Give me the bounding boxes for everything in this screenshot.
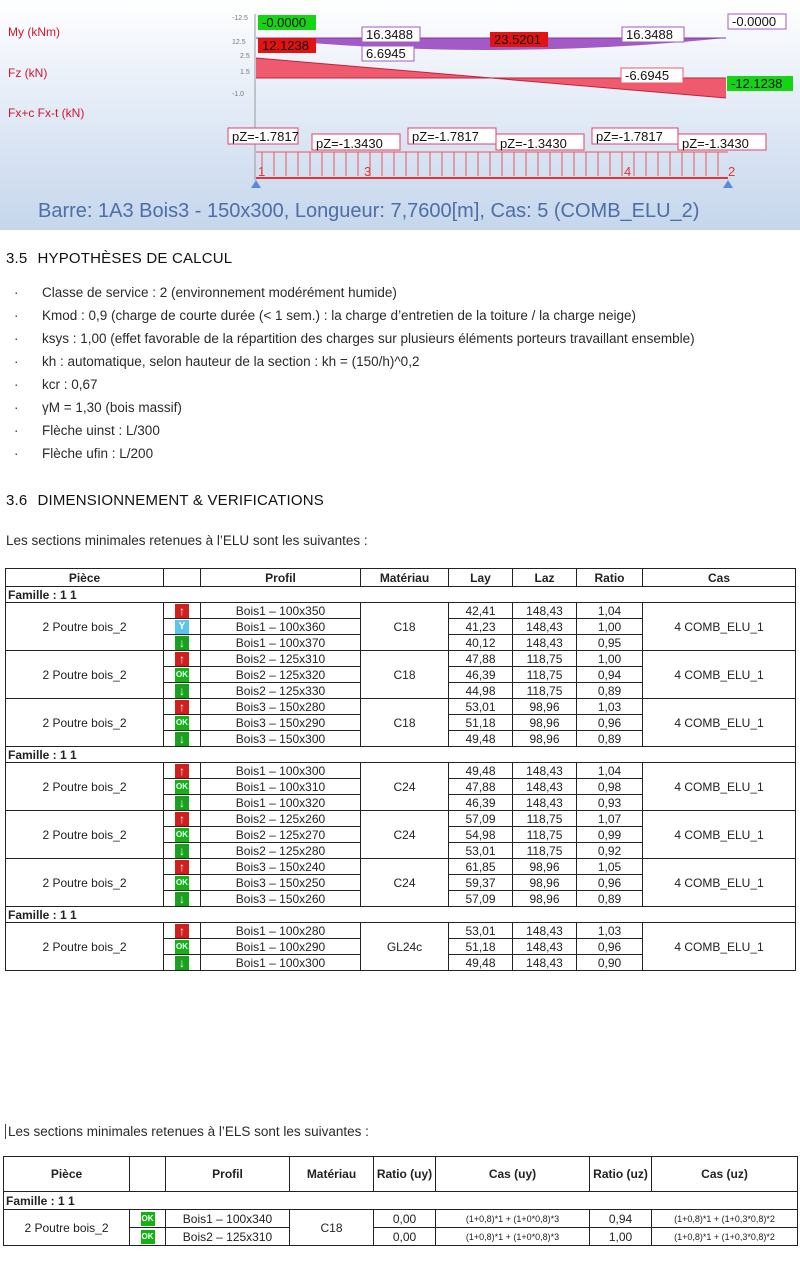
laz-cell: 118,75 [513, 683, 577, 699]
laz-cell: 148,43 [513, 923, 577, 939]
ratio-cell: 0,89 [577, 891, 643, 907]
hypotheses-list [6, 281, 800, 465]
lay-cell: 40,12 [449, 635, 513, 651]
laz-cell: 98,96 [513, 731, 577, 747]
family-label: Famille : 1 1 [6, 747, 796, 763]
table-row [4, 1210, 798, 1228]
family-row [6, 907, 796, 923]
my-value: -0.0000 [262, 15, 307, 30]
arrow-down-icon: ↓ [175, 732, 189, 746]
piece-cell: 2 Poutre bois_2 [6, 603, 164, 651]
arrow-up-icon: ↑ [175, 812, 189, 826]
status-cell [164, 875, 201, 891]
ratio-uy-cell: 0,00 [374, 1210, 436, 1228]
material-cell: GL24c [361, 923, 449, 971]
material-cell: C18 [361, 651, 449, 699]
lay-cell: 53,01 [449, 699, 513, 715]
profil-cell: Bois1 – 100x310 [201, 779, 361, 795]
moment-label: My (kNm) [8, 25, 60, 39]
ok-icon: OK [175, 828, 189, 842]
ratio-cell: 0,96 [577, 715, 643, 731]
piece-cell: 2 Poutre bois_2 [4, 1210, 130, 1246]
hypothesis-item: · kcr : 0,67 [6, 373, 800, 396]
ok-icon: OK [141, 1230, 155, 1244]
node-number: 2 [728, 164, 736, 179]
ratio-cell: 0,94 [577, 667, 643, 683]
arrow-down-icon: ↓ [175, 844, 189, 858]
fz-value: -6.6945 [625, 68, 670, 83]
arrow-up-icon: ↑ [175, 700, 189, 714]
laz-cell: 118,75 [513, 827, 577, 843]
profil-cell: Bois1 – 100x300 [201, 955, 361, 971]
profil-cell: Bois2 – 125x270 [201, 827, 361, 843]
ratio-cell: 1,04 [577, 603, 643, 619]
optimal-icon: Y [175, 620, 189, 634]
piece-cell: 2 Poutre bois_2 [6, 699, 164, 747]
laz-cell: 148,43 [513, 635, 577, 651]
column-header: Cas (uy) [436, 1157, 590, 1192]
ratio-cell: 0,98 [577, 779, 643, 795]
lay-cell: 51,18 [449, 939, 513, 955]
lay-cell: 49,48 [449, 955, 513, 971]
profil-cell: Bois3 – 150x260 [201, 891, 361, 907]
node-number: 4 [624, 164, 632, 179]
material-cell: C24 [361, 811, 449, 859]
lay-cell: 49,48 [449, 731, 513, 747]
els-intro: Les sections minimales retenues à l’ELS sont les suivantes : [5, 1124, 800, 1139]
status-cell [164, 955, 201, 971]
my-value: 16.3488 [366, 27, 413, 42]
table-row [6, 923, 796, 939]
ratio-cell: 1,03 [577, 699, 643, 715]
laz-cell: 148,43 [513, 939, 577, 955]
status-cell [164, 763, 201, 779]
family-row [6, 747, 796, 763]
status-cell [164, 603, 201, 619]
status-cell [164, 827, 201, 843]
arrow-down-icon: ↓ [175, 956, 189, 970]
axial-label: Fx+c Fx-t (kN) [8, 106, 85, 120]
beam-diagram-svg [0, 0, 800, 200]
ratio-cell: 0,96 [577, 939, 643, 955]
table-row [6, 811, 796, 827]
arrow-up-icon: ↑ [175, 652, 189, 666]
ratio-uy-cell: 0,00 [374, 1228, 436, 1246]
els-table-wrap [3, 1156, 800, 1246]
ratio-cell: 0,93 [577, 795, 643, 811]
cas-uz-cell: (1+0,8)*1 + (1+0,3*0,8)*2 [652, 1210, 798, 1228]
column-header [130, 1157, 166, 1192]
cas-cell: 4 COMB_ELU_1 [643, 811, 796, 859]
status-cell [164, 811, 201, 827]
load-arrows [256, 152, 728, 176]
ratio-cell: 1,07 [577, 811, 643, 827]
profil-cell: Bois1 – 100x300 [201, 763, 361, 779]
load-value: pZ=-1.3430 [316, 136, 383, 151]
status-cell [164, 635, 201, 651]
material-cell: C24 [361, 763, 449, 811]
cas-cell: 4 COMB_ELU_1 [643, 651, 796, 699]
column-header: Ratio [577, 569, 643, 587]
column-header: Lay [449, 569, 513, 587]
material-cell: C18 [361, 699, 449, 747]
cas-cell: 4 COMB_ELU_1 [643, 763, 796, 811]
piece-cell: 2 Poutre bois_2 [6, 859, 164, 907]
column-header: Pièce [6, 569, 164, 587]
lay-cell: 41,23 [449, 619, 513, 635]
ok-icon: OK [175, 716, 189, 730]
my-value: -0.0000 [732, 14, 777, 29]
lay-cell: 46,39 [449, 667, 513, 683]
load-value: pZ=-1.7817 [596, 129, 663, 144]
ok-icon: OK [175, 780, 189, 794]
lay-cell: 61,85 [449, 859, 513, 875]
lay-cell: 44,98 [449, 683, 513, 699]
column-header: Matériau [290, 1157, 374, 1192]
laz-cell: 148,43 [513, 779, 577, 795]
cas-cell: 4 COMB_ELU_1 [643, 859, 796, 907]
table-row [6, 699, 796, 715]
laz-cell: 98,96 [513, 699, 577, 715]
status-cell [164, 651, 201, 667]
laz-cell: 118,75 [513, 811, 577, 827]
ok-icon: OK [175, 876, 189, 890]
family-row [6, 587, 796, 603]
lay-cell: 53,01 [449, 843, 513, 859]
column-header: Profil [201, 569, 361, 587]
ratio-cell: 0,89 [577, 683, 643, 699]
elu-intro: Les sections minimales retenues à l’ELU sont les suivantes : [6, 533, 368, 548]
profil-cell: Bois3 – 150x280 [201, 699, 361, 715]
load-value: pZ=-1.7817 [232, 129, 299, 144]
profil-cell: Bois2 – 125x310 [166, 1228, 290, 1246]
section-heading: 3.6 DIMENSIONNEMENT & VERIFICATIONS [6, 492, 324, 509]
laz-cell: 98,96 [513, 891, 577, 907]
hypothesis-item: · Classe de service : 2 (environnement modérément humide) [6, 281, 800, 304]
column-header: Laz [513, 569, 577, 587]
my-value: 12.1238 [262, 38, 309, 53]
load-value: pZ=-1.3430 [500, 136, 567, 151]
node-number: 3 [364, 164, 372, 179]
status-cell [130, 1210, 166, 1228]
column-header: Ratio (uy) [374, 1157, 436, 1192]
ratio-cell: 0,92 [577, 843, 643, 859]
beam-diagram [0, 0, 800, 230]
material-cell: C24 [361, 859, 449, 907]
ok-icon: OK [141, 1212, 155, 1226]
cas-cell: 4 COMB_ELU_1 [643, 923, 796, 971]
arrow-down-icon: ↓ [175, 892, 189, 906]
load-value: pZ=-1.3430 [682, 136, 749, 151]
ratio-cell: 1,05 [577, 859, 643, 875]
ratio-cell: 0,89 [577, 731, 643, 747]
profil-cell: Bois3 – 150x250 [201, 875, 361, 891]
profil-cell: Bois3 – 150x240 [201, 859, 361, 875]
column-header: Cas [643, 569, 796, 587]
arrow-up-icon: ↑ [175, 764, 189, 778]
status-cell [164, 891, 201, 907]
lay-cell: 47,88 [449, 779, 513, 795]
ratio-cell: 1,03 [577, 923, 643, 939]
laz-cell: 98,96 [513, 859, 577, 875]
ratio-cell: 0,96 [577, 875, 643, 891]
laz-cell: 148,43 [513, 603, 577, 619]
ratio-uz-cell: 0,94 [590, 1210, 652, 1228]
els-table [3, 1156, 798, 1246]
beam-caption: Barre: 1A3 Bois3 - 150x300, Longueur: 7,7600[m], Cas: 5 (COMB_ELU_2) [38, 200, 700, 222]
arrow-down-icon: ↓ [175, 636, 189, 650]
family-label: Famille : 1 1 [4, 1192, 798, 1210]
profil-cell: Bois1 – 100x350 [201, 603, 361, 619]
my-value: 6.6945 [366, 46, 406, 61]
laz-cell: 148,43 [513, 955, 577, 971]
ratio-cell: 1,00 [577, 619, 643, 635]
lay-cell: 47,88 [449, 651, 513, 667]
scale-tick: -12.5 [232, 15, 248, 22]
arrow-up-icon: ↑ [175, 860, 189, 874]
support-icon [723, 180, 733, 188]
profil-cell: Bois2 – 125x310 [201, 651, 361, 667]
status-cell [164, 667, 201, 683]
lay-cell: 57,09 [449, 891, 513, 907]
ratio-cell: 0,90 [577, 955, 643, 971]
piece-cell: 2 Poutre bois_2 [6, 763, 164, 811]
node-number: 1 [258, 164, 266, 179]
laz-cell: 118,75 [513, 651, 577, 667]
scale-tick: 1.5 [240, 69, 250, 76]
ratio-cell: 0,99 [577, 827, 643, 843]
ratio-uz-cell: 1,00 [590, 1228, 652, 1246]
profil-cell: Bois2 – 125x280 [201, 843, 361, 859]
section-dimensionnement [6, 492, 800, 509]
laz-cell: 148,43 [513, 619, 577, 635]
cas-cell: 4 COMB_ELU_1 [643, 699, 796, 747]
status-cell [164, 683, 201, 699]
status-cell [164, 779, 201, 795]
status-cell [164, 923, 201, 939]
column-header: Pièce [4, 1157, 130, 1192]
my-value: 23.5201 [494, 32, 541, 47]
scale-tick: 2.5 [240, 53, 250, 60]
piece-cell: 2 Poutre bois_2 [6, 923, 164, 971]
hypothesis-item: · ksys : 1,00 (effet favorable de la répartition des charges sur plusieurs éléments porteurs travaillant ensemble) [6, 327, 800, 350]
elu-table-wrap [5, 568, 800, 971]
laz-cell: 148,43 [513, 795, 577, 811]
profil-cell: Bois2 – 125x260 [201, 811, 361, 827]
cas-uy-cell: (1+0,8)*1 + (1+0*0,8)*3 [436, 1210, 590, 1228]
my-value: 16.3488 [626, 27, 673, 42]
fz-value: -12.1238 [731, 76, 783, 91]
laz-cell: 98,96 [513, 715, 577, 731]
profil-cell: Bois3 – 150x290 [201, 715, 361, 731]
status-cell [164, 715, 201, 731]
hypothesis-item: · Kmod : 0,9 (charge de courte durée (< 1 sem.) : la charge d’entretien de la toiture / la charge neige) [6, 304, 800, 327]
lay-cell: 51,18 [449, 715, 513, 731]
column-header: Profil [166, 1157, 290, 1192]
laz-cell: 118,75 [513, 843, 577, 859]
profil-cell: Bois1 – 100x290 [201, 939, 361, 955]
family-row [4, 1192, 798, 1210]
laz-cell: 118,75 [513, 667, 577, 683]
scale-tick: 12.5 [232, 39, 246, 46]
ratio-cell: 1,00 [577, 651, 643, 667]
section-hypotheses [6, 250, 800, 465]
laz-cell: 98,96 [513, 875, 577, 891]
piece-cell: 2 Poutre bois_2 [6, 811, 164, 859]
material-cell: C18 [361, 603, 449, 651]
profil-cell: Bois2 – 125x320 [201, 667, 361, 683]
laz-cell: 148,43 [513, 763, 577, 779]
lay-cell: 57,09 [449, 811, 513, 827]
hypothesis-item: · Flèche ufin : L/200 [6, 442, 800, 465]
profil-cell: Bois1 – 100x360 [201, 619, 361, 635]
cas-cell: 4 COMB_ELU_1 [643, 603, 796, 651]
ok-icon: OK [175, 668, 189, 682]
column-header: Matériau [361, 569, 449, 587]
profil-cell: Bois1 – 100x340 [166, 1210, 290, 1228]
cas-uy-cell: (1+0,8)*1 + (1+0*0,8)*3 [436, 1228, 590, 1246]
support-icon [251, 180, 261, 188]
column-header: Cas (uz) [652, 1157, 798, 1192]
table-row [6, 859, 796, 875]
status-cell [164, 843, 201, 859]
section-heading: 3.5 HYPOTHÈSES DE CALCUL [6, 250, 233, 267]
status-cell [164, 731, 201, 747]
load-value: pZ=-1.7817 [412, 129, 479, 144]
column-header [164, 569, 201, 587]
status-cell [164, 795, 201, 811]
ratio-cell: 1,04 [577, 763, 643, 779]
arrow-up-icon: ↑ [175, 604, 189, 618]
arrow-down-icon: ↓ [175, 796, 189, 810]
material-cell: C18 [290, 1210, 374, 1246]
elu-table [5, 568, 796, 971]
arrow-down-icon: ↓ [175, 684, 189, 698]
arrow-up-icon: ↑ [175, 924, 189, 938]
profil-cell: Bois2 – 125x330 [201, 683, 361, 699]
status-cell [164, 859, 201, 875]
lay-cell: 49,48 [449, 763, 513, 779]
profil-cell: Bois1 – 100x320 [201, 795, 361, 811]
lay-cell: 42,41 [449, 603, 513, 619]
profil-cell: Bois1 – 100x370 [201, 635, 361, 651]
lay-cell: 54,98 [449, 827, 513, 843]
shear-label: Fz (kN) [8, 66, 48, 80]
column-header: Ratio (uz) [590, 1157, 652, 1192]
lay-cell: 53,01 [449, 923, 513, 939]
status-cell [164, 939, 201, 955]
table-row [6, 651, 796, 667]
cas-uz-cell: (1+0,8)*1 + (1+0,3*0,8)*2 [652, 1228, 798, 1246]
profil-cell: Bois1 – 100x280 [201, 923, 361, 939]
family-label: Famille : 1 1 [6, 587, 796, 603]
piece-cell: 2 Poutre bois_2 [6, 651, 164, 699]
lay-cell: 59,37 [449, 875, 513, 891]
family-label: Famille : 1 1 [6, 907, 796, 923]
status-cell [164, 699, 201, 715]
hypothesis-item: · kh : automatique, selon hauteur de la section : kh = (150/h)^0,2 [6, 350, 800, 373]
ok-icon: OK [175, 940, 189, 954]
status-cell [130, 1228, 166, 1246]
lay-cell: 46,39 [449, 795, 513, 811]
hypothesis-item: · γM = 1,30 (bois massif) [6, 396, 800, 419]
status-cell [164, 619, 201, 635]
scale-tick: -1.0 [232, 91, 245, 98]
ratio-cell: 0,95 [577, 635, 643, 651]
table-row [6, 603, 796, 619]
table-row [6, 763, 796, 779]
profil-cell: Bois3 – 150x300 [201, 731, 361, 747]
hypothesis-item: · Flèche uinst : L/300 [6, 419, 800, 442]
